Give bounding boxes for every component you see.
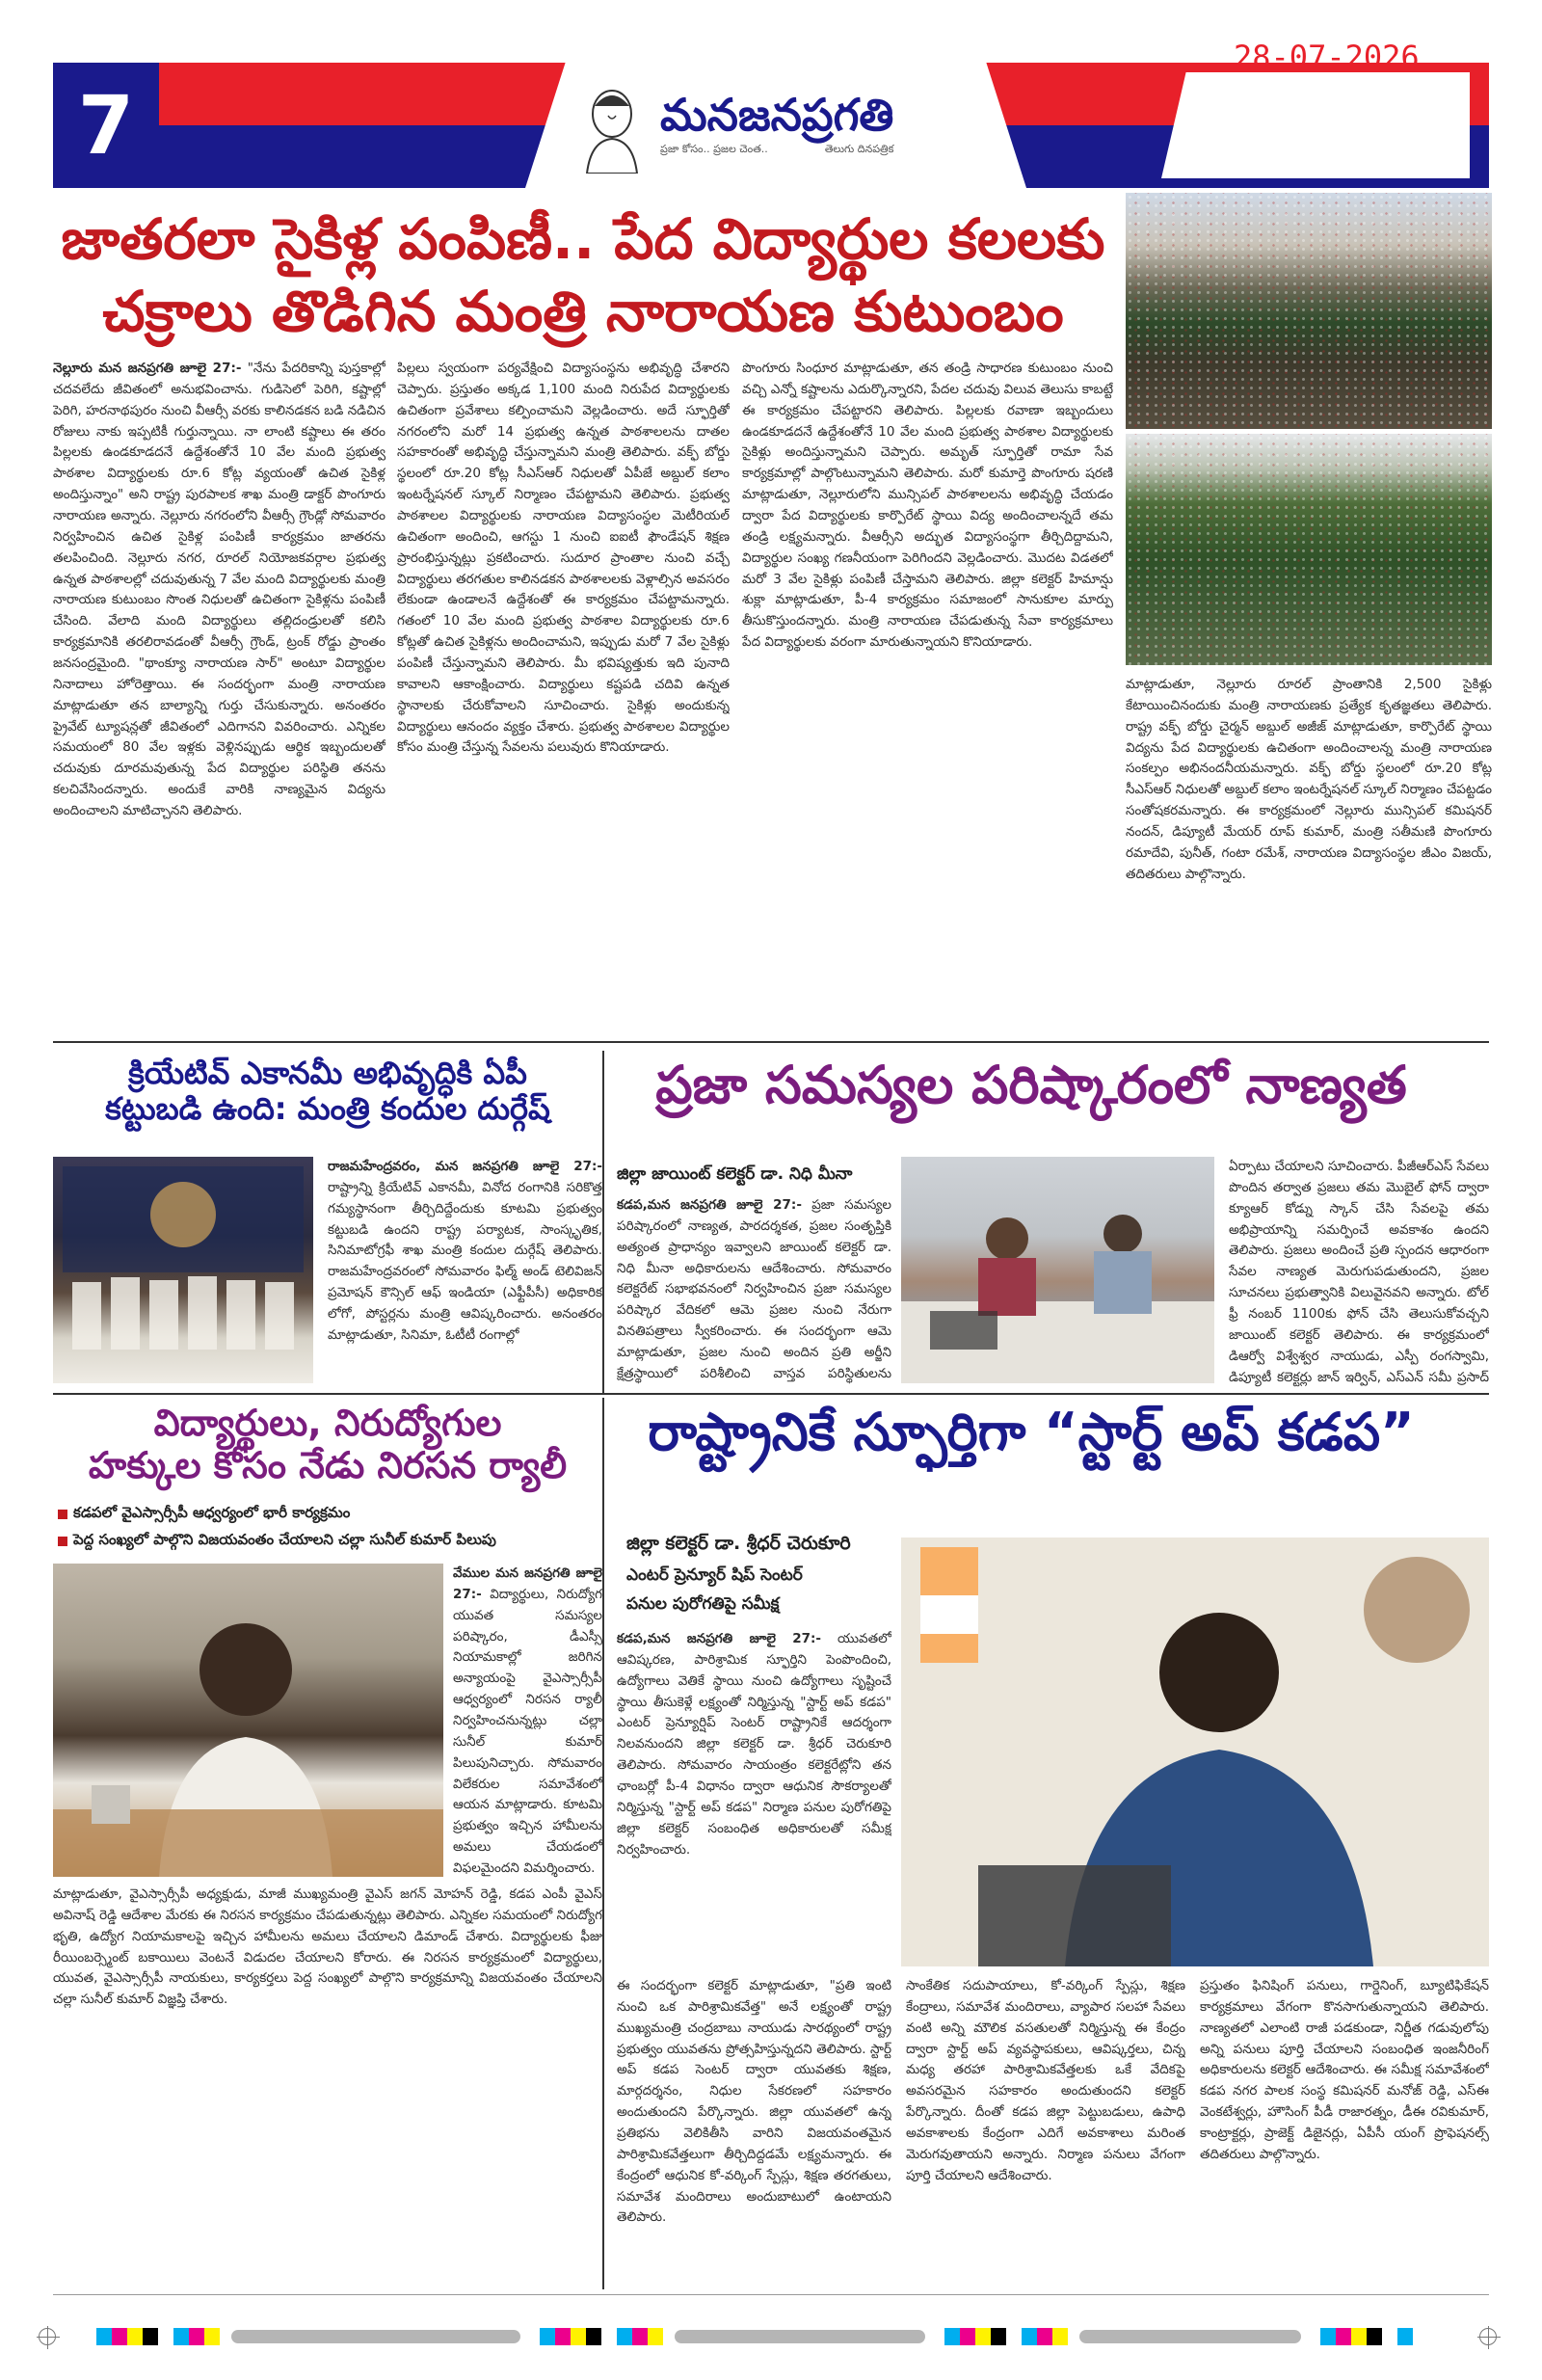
portrait-emblem-icon	[573, 77, 651, 174]
color-bar-1	[96, 2328, 220, 2345]
section-divider-2	[53, 1393, 1489, 1395]
story1-column-1	[53, 359, 386, 1033]
story5-side-column	[617, 1629, 891, 1966]
color-bar-3	[944, 2328, 1068, 2345]
vertical-divider-2	[602, 1398, 604, 2289]
story5-text-4: ప్రస్తుతం ఫినిషింగ్ పనులు, గార్డెనింగ్, బ్యూటిఫికేషన్ కార్యక్రమాలు వేగంగా కొనసాగుతున్నాయని తెలిపారు. నాణ్యతలో ఎలాంటి రాజీ పడకుండా, నిర్ణీత గడువులోపు అన్ని పనులు పూర్తి చేయాలని సంబంధిత ఇంజనీరింగ్ అధికారులను కలెక్టర్ ఆదేశించారు. ఈ సమీక్ష సమావేశంలో కడప నగర పాలక సంస్థ కమిషనర్ మనోజ్ రెడ్డి, ఎస్ఈ వెంకటేశ్వర్లు, హౌసింగ్ పీడీ రాజారత్నం, డీఈ రవికుమార్, కాంట్రాక్టర్లు, ప్రాజెక్ట్ డిజైనర్లు, ఏపీసీ యంగ్ ప్రొఫెషనల్స్ తదితరులు పాల్గొన్నారు.	[1200, 1978, 1489, 2162]
story4-text-1: విద్యార్థులు, నిరుద్యోగ యువత సమస్యల పరిష్కారం, డీఎస్సీ నియామకాల్లో జరిగిన అన్యాయంపై వైఎస్సార్సీపీ ఆధ్వర్యంలో నిరసన ర్యాలీ నిర్వహించనున్నట్లు చల్లా సునీల్ కుమార్ పిలుపునిచ్చారు. సోమవారం విలేకరుల సమావేశంలో ఆయన మాట్లాడారు. కూటమి ప్రభుత్వం ఇచ్చిన హామీలను అమలు చేయడంలో విఫలమైందని విమర్శించారు.	[453, 1586, 602, 1877]
section-divider-1	[53, 1041, 1489, 1043]
page-number: 7	[53, 63, 159, 188]
issue-date: 28-07-2026	[1234, 39, 1420, 75]
person-portrait-icon	[53, 1564, 443, 1877]
story2-text-1: రాష్ట్రాన్ని క్రియేటివ్ ఎకానమీ, వినోద రంగానికి సరికొత్త గమ్యస్థానంగా తీర్చిదిద్దేందుకు కూటమి ప్రభుత్వం కట్టుబడి ఉందని రాష్ట్ర పర్యాటక, సాంస్కృతిక, సినిమాటోగ్రఫీ శాఖ మంత్రి కందుల దుర్గేష్ తెలిపారు. రాజమహేంద్రవరంలో సోమవారం ఫిల్మ్ అండ్ టెలివిజన్ ప్రమోషన్ కౌన్సిల్ ఆఫ్ ఇండియా (ఎఫ్టీపీసీ) అధికారిక లోగో, పోస్టర్లను మంత్రి ఆవిష్కరించారు. అనంతరం మాట్లాడుతూ, సినిమా, ఓటీటీ రంగాల్లో	[328, 1179, 602, 1343]
office-scene-icon	[901, 1538, 1489, 1966]
story5-headline: రాష్ట్రానికే స్ఫూర్తిగా “స్టార్ట్ అప్ కడప”	[648, 1402, 1415, 1462]
story2-headline	[53, 1056, 602, 1127]
story1-headline	[53, 207, 1113, 343]
story3-column-3	[1229, 1157, 1489, 1388]
story3-column-1	[617, 1195, 891, 1388]
date-plate	[1161, 72, 1470, 178]
bottom-rule	[53, 2294, 1489, 2295]
grey-bar-1	[231, 2330, 520, 2343]
registration-mark-icon	[39, 2328, 56, 2345]
story4-bullet-1: కడపలో వైఎస్సార్సీపీ ఆధ్వర్యంలో భారీ కార్యక్రమం	[58, 1504, 350, 1525]
story3-meeting-photo	[901, 1157, 1214, 1383]
newspaper-logo	[573, 72, 988, 178]
story1-crowd-photo-2	[1126, 434, 1492, 665]
story1-text-3: పొంగూరు సింధూర మాట్లాడుతూ, తన తండ్రి సాధారణ కుటుంబం నుంచి వచ్చి ఎన్నో కష్టాలను ఎదుర్కొన్నారని, పేదల చదువు విలువ తెలుసు కాబట్టే ఈ కార్యక్రమం చేపట్టారని తెలిపారు. పిల్లలకు రవాణా ఇబ్బందులు ఉండకూడదనే ఉద్దేశంతోనే 10 వేల మంది ప్రభుత్వ పాఠశాల విద్యార్థులకు సైకిళ్లు అందిస్తున్నామని చెప్పారు. అమృత్ స్ఫూర్తితో రామా సేవ కార్యక్రమాల్లో పాల్గొంటున్నామని తెలిపారు. మరో కుమార్తె పొంగూరు షరణి మాట్లాడుతూ, నెల్లూరులోని మున్సిపల్ పాఠశాలలను అభివృద్ధి చేయడం ద్వారా పేద విద్యార్థులకు కార్పొరేట్ స్థాయి విద్య అందించాలన్నదే తమ తండ్రి లక్ష్యమన్నారు. వీఆర్సీని అద్భుత విద్యాసంస్థగా తీర్చిదిద్దామని, విద్యార్థుల సంఖ్య గణనీయంగా పెరిగిందని వెల్లడించారు. మొదట విడతలో మరో 3 వేల సైకిళ్లు పంపిణీ చేస్తామని తెలిపారు. జిల్లా కలెక్టర్ హిమాన్షు శుక్లా మాట్లాడుతూ, పీ-4 కార్యక్రమం సమాజంలో సానుకూల మార్పు తీసుకొస్తుందన్నారు. మంత్రి నారాయణ చేపడుతున్న సేవా కార్యక్రమాలు పేద విద్యార్థులకు వరంగా మారుతున్నాయని కొనియాడారు.	[742, 361, 1113, 651]
color-bar-2	[540, 2328, 663, 2345]
story3-text-3: ఏర్పాటు చేయాలని సూచించారు. పీజీఆర్ఎస్ సేవలు పొందిన తర్వాత ప్రజలు తమ మొబైల్ ఫోన్ ద్వారా క్యూఆర్ కోడ్ను స్కాన్ చేసి సేవలపై తమ అభిప్రాయాన్ని సమర్పించే అవకాశం ఉందని తెలిపారు. ప్రజలు అందించే ప్రతి స్పందన ఆధారంగా సేవల నాణ్యత మెరుగుపడుతుందని, ప్రజల సూచనలు ప్రభుత్వానికి విలువైనవని అన్నారు. టోల్ ఫ్రీ నంబర్ 1100కు ఫోన్ చేసి తెలుసుకోవచ్చని జాయింట్ కలెక్టర్ తెలిపారు. ఈ కార్యక్రమంలో డిఆర్వో విశ్వేశ్వర నాయుడు, ఎస్పీ రంగస్వామి, డిప్యూటీ కలెక్టర్లు జాన్ ఇర్విన్, ఎస్ఎన్ సమీ ప్రసాద్	[1229, 1159, 1489, 1385]
event-banner-icon	[53, 1157, 313, 1383]
story5-text-3: సాంకేతిక సదుపాయాలు, కో-వర్కింగ్ స్పేస్లు, శిక్షణ కేంద్రాలు, సమావేశ మందిరాలు, వ్యాపార సలహా సేవలు వంటి అన్ని మౌలిక వసతులతో నిర్మిస్తున్న ఈ కేంద్రం ద్వారా స్టార్ట్ అప్ వ్యవస్థాపకులు, ఆవిష్కర్తలు, చిన్న మధ్య తరహా పారిశ్రామికవేత్తలకు ఒకే వేదికపై అవసరమైన సహకారం అందుతుందని కలెక్టర్ పేర్కొన్నారు. దీంతో కడప జిల్లా పెట్టుబడులు, ఉపాధి అవకాశాలకు కేంద్రంగా ఎదిగే అవకాశాలు మరింత మెరుగవుతాయని అన్నారు. నిర్మాణ పనులు వేగంగా పూర్తి చేయాలని ఆదేశించారు.	[906, 1978, 1185, 2183]
story1-column-3	[742, 359, 1113, 677]
story4-dateline: వేముల మన జనప్రగతి జూలై 27:-	[453, 1565, 602, 1602]
story1-headline-line1: జాతరలా సైకిళ్ల పంపిణీ.. పేద విద్యార్థుల కలలకు	[61, 206, 1105, 272]
story3-headline: ప్రజా సమస్యల పరిష్కారంలో నాణ్యత	[655, 1055, 1407, 1115]
color-bar-4	[1320, 2328, 1413, 2345]
story1-column-2	[397, 359, 730, 1033]
story5-byline-3: పనుల పురోగతిపై సమీక్ష	[626, 1594, 780, 1614]
story4-headline	[53, 1403, 602, 1486]
paper-name: మనజనప్రగతి	[660, 89, 894, 141]
story1-text-2: పిల్లలు స్వయంగా పర్యవేక్షించి విద్యాసంస్థను అభివృద్ధి చేశారని చెప్పారు. ప్రస్తుతం అక్కడ 1,100 మంది నిరుపేద విద్యార్థులకు ఉచితంగా ప్రవేశాలు కల్పించామని వెల్లడించారు. అదే స్ఫూర్తితో నగరంలోని మరో 14 ప్రభుత్వ ఉన్నత పాఠశాలలను దాతల సహకారంతో అభివృద్ధి చేస్తున్నామని మంత్రి తెలిపారు. వక్ఫ్ బోర్డు స్థలంలో రూ.20 కోట్ల సీఎస్ఆర్ నిధులతో ఏపీజే అబ్దుల్ కలాం ఇంటర్నేషనల్ స్కూల్ నిర్మాణం చేపట్టామని తెలిపారు. ప్రభుత్వ పాఠశాలల విద్యార్థులకు నారాయణ విద్యాసంస్థల మెటీరియల్ ఉచితంగా అందించి, ఆగస్టు 1 నుంచి ఐఐటీ ఫౌండేషన్ శిక్షణ ప్రారంభిస్తున్నట్లు ప్రకటించారు. సుదూర ప్రాంతాల నుంచి వచ్చే విద్యార్థులు తరగతుల కాలినడకన పాఠశాలలకు వెళ్లాల్సిన అవసరం లేకుండా ఉండాలనే ఉద్దేశంతో ఈ కార్యక్రమం చేపట్టామన్నారు. గతంలో 10 వేల మంది ప్రభుత్వ పాఠశాల విద్యార్థులకు రూ.6 కోట్లతో ఉచిత సైకిళ్లను అందించామని, ఇప్పుడు మరో 7 వేల సైకిళ్లు పంపిణీ చేస్తున్నామని తెలిపారు. మీ భవిష్యత్తుకు ఇది పునాది కావాలని ఆకాంక్షించారు. విద్యార్థులు కష్టపడి చదివి ఉన్నత స్థానాలకు చేరుకోవాలని సూచించారు. సైకిళ్లు అందుకున్న విద్యార్థులు ఆనందం వ్యక్తం చేశారు. ప్రభుత్వ పాఠశాలల విద్యార్థుల కోసం మంత్రి చేస్తున్న సేవలను పలువురు కొనియాడారు.	[397, 361, 730, 756]
story2-side-column	[328, 1157, 602, 1388]
story2-headline-line1: క్రియేటివ్ ఎకానమీ అభివృద్ధికి ఏపీ	[128, 1055, 527, 1091]
story1-headline-line2: చక్రాలు తొడిగిన మంత్రి నారాయణ కుటుంబం	[102, 278, 1064, 344]
story1-dateline: నెల్లూరు మన జనప్రగతి జూలై 27:-	[53, 361, 242, 376]
masthead	[53, 63, 1489, 188]
story4-portrait-photo	[53, 1564, 443, 1877]
story4-text-2: మాట్లాడుతూ, వైఎస్సార్సీపీ అధ్యక్షుడు, మాజీ ముఖ్యమంత్రి వైఎస్ జగన్ మోహన్ రెడ్డి, కడప ఎంపీ వైఎస్ అవినాష్ రెడ్డి ఆదేశాల మేరకు ఈ నిరసన కార్యక్రమం చేపడుతున్నట్లు తెలిపారు. ఎన్నికల సమయంలో నిరుద్యోగ భృతి, ఉద్యోగ నియామకాలపై ఇచ్చిన హామీలను అమలు చేయాలని డిమాండ్ చేశారు. విద్యార్థులకు ఫీజు రీయింబర్స్మెంట్ బకాయిలు వెంటనే విడుదల చేయాలని కోరారు. ఈ నిరసన కార్యక్రమంలో విద్యార్థులు, యువత, వైఎస్సార్సీపీ నాయకులు, కార్యకర్తలు పెద్ద సంఖ్యలో పాల్గొని కార్యక్రమాన్ని విజయవంతం చేయాలని చల్లా సునీల్ కుమార్ విజ్ఞప్తి చేశారు.	[53, 1886, 602, 2008]
story5-collector-photo	[901, 1538, 1489, 1966]
story1-text-1: "నేను పేదరికాన్ని పుస్తకాల్లో చదవలేదు జీవితంలో అనుభవించాను. గుడిసెలో పెరిగి, కష్టాల్లో పెరిగి, హరనాథపురం నుంచి వీఆర్సీ వరకు కాలినడకన బడి నడిచిన రోజులు నాకు ఇప్పటికీ గుర్తున్నాయి. నా లాంటి కష్టాలు ఈ తరం పిల్లలకు ఉండకూడదనే ఉద్దేశంతోనే 10 వేల మంది ప్రభుత్వ పాఠశాల విద్యార్థులకు రూ.6 కోట్ల వ్యయంతో ఉచిత సైకిళ్ల అందిస్తున్నాం" అని రాష్ట్ర పురపాలక శాఖ మంత్రి డాక్టర్ పొంగూరు నారాయణ అన్నారు. నెల్లూరు నగరంలోని వీఆర్సీ గ్రౌండ్లో సోమవారం నిర్వహించిన ఉచిత సైకిళ్ల పంపిణీ కార్యక్రమం జాతరను తలపించింది. నెల్లూరు నగర, రూరల్ నియోజకవర్గాల ప్రభుత్వ ఉన్నత పాఠశాలల్లో చదువుతున్న 7 వేల మంది విద్యార్థులకు మంత్రి నారాయణ కుటుంబం సొంత నిధులతో ఉచితంగా సైకిళ్లను పంపిణీ చేసింది. వేలాది మంది విద్యార్థులు తల్లిదండ్రులతో కలిసి కార్యక్రమానికి తరలిరావడంతో వీఆర్సీ గ్రౌండ్, ట్రంక్ రోడ్డు ప్రాంతం జనసంద్రమైంది. "థాంక్యూ నారాయణ సార్" అంటూ విద్యార్థుల నినాదాలు హోరెత్తాయి. ఈ సందర్భంగా మంత్రి నారాయణ మాట్లాడుతూ తన బాల్యాన్ని గుర్తు చేసుకున్నారు. అనంతరం ప్రైవేట్ ట్యూషన్లతో జీవితంలో ఎదిగానని వివరించారు. ఎన్నికల సమయంలో 80 వేల ఇళ్లకు వెళ్లినప్పుడు ఆర్థిక ఇబ్బందులతో చదువుకు దూరమవుతున్న పేద విద్యార్థుల పరిస్థితి తనను కలచివేసిందన్నారు. అందుకే వారికి నాణ్యమైన విద్యను అందించాలని మాటిచ్చానని తెలిపారు.	[53, 361, 386, 819]
story5-column-3	[1200, 1976, 1489, 2280]
story1-text-4: మాట్లాడుతూ, నెల్లూరు రూరల్ ప్రాంతానికి 2,500 సైకిళ్లు కేటాయించినందుకు మంత్రి నారాయణకు ప్రత్యేక కృతజ్ఞతలు తెలిపారు. రాష్ట్ర వక్ఫ్ బోర్డు చైర్మన్ అబ్దుల్ అజీజ్ మాట్లాడుతూ, కార్పొరేట్ స్థాయి విద్యను పేద విద్యార్థులకు ఉచితంగా అందించాలన్న మంత్రి నారాయణ సంకల్పం అభినందనీయమన్నారు. వక్ఫ్ బోర్డు స్థలంలో రూ.20 కోట్ల సీఎస్ఆర్ నిధులతో అబ్దుల్ కలాం ఇంటర్నేషనల్ స్కూల్ నిర్మాణం చేపట్టడం సంతోషకరమన్నారు. ఈ కార్యక్రమంలో నెల్లూరు మున్సిపల్ కమిషనర్ నందన్, డిప్యూటీ మేయర్ రూప్ కుమార్, మంత్రి సతీమణి పొంగూరు రమాదేవి, పునీత్, గంటా రమేశ్, నారాయణ విద్యాసంస్థల జీఎం విజయ్, తదితరులు పాల్గొన్నారు.	[1126, 677, 1492, 882]
story4-headline-line1: విద్యార్థులు, నిరుద్యోగుల	[153, 1402, 502, 1444]
story4-full-column	[53, 1885, 602, 2280]
story5-text-1: యువతలో ఆవిష్కరణ, పారిశ్రామిక స్ఫూర్తిని పెంపొందించి, ఉద్యోగాలు వెతికే స్థాయి నుంచి ఉద్యోగాలు సృష్టించే స్థాయి తీసుకెళ్లే లక్ష్యంతో నిర్మిస్తున్న "స్టార్ట్ అప్ కడప" ఎంటర్ ప్రెన్యూర్షిప్ సెంటర్ రాష్ట్రానికే ఆదర్శంగా నిలవనుందని జిల్లా కలెక్టర్ డా. శ్రీధర్ చెరుకూరి తెలిపారు. సోమవారం సాయంత్రం కలెక్టరేట్లోని తన ఛాంబర్లో పీ-4 విధానం ద్వారా ఆధునిక సౌకర్యాలతో నిర్మిస్తున్న "స్టార్ట్ అప్ కడప" నిర్మాణ పనుల పురోగతిపై జిల్లా కలెక్టర్ సంబంధిత అధికారులతో సమీక్ష నిర్వహించారు.	[617, 1631, 891, 1858]
story1-column-4	[1126, 675, 1492, 1033]
story1-crowd-photo-1	[1126, 193, 1492, 429]
story5-column-1	[617, 1976, 891, 2280]
story5-byline-2: ఎంటర్ ప్రెన్యూర్ షిప్ సెంటర్	[626, 1565, 803, 1585]
story2-dateline: రాజమహేంద్రవరం, మన జనప్రగతి జూలై 27:-	[328, 1159, 602, 1174]
story5-byline-1: జిల్లా కలెక్టర్ డా. శ్రీధర్ చెరుకూరి	[626, 1533, 851, 1554]
story3-byline: జిల్లా జాయింట్ కలెక్టర్ డా. నిధి మీనా	[617, 1164, 853, 1184]
print-registration-strip	[39, 2328, 1503, 2347]
story5-dateline: కడప,మన జనప్రగతి జూలై 27:-	[617, 1631, 822, 1646]
story3-dateline: కడప,మన జనప్రగతి జూలై 27:-	[617, 1197, 802, 1213]
story4-side-column	[453, 1564, 602, 1882]
meeting-scene-icon	[901, 1157, 1214, 1383]
story2-event-photo	[53, 1157, 313, 1383]
story3-text-1: ప్రజా సమస్యల పరిష్కారంలో నాణ్యత, పారదర్శకత, ప్రజల సంతృప్తికి అత్యంత ప్రాధాన్యం ఇవ్వాలని జాయింట్ కలెక్టర్ డా. నిధి మీనా అధికారులను ఆదేశించారు. సోమవారం కలెక్టరేట్ సభాభవనంలో నిర్వహించిన ప్రజా సమస్యల పరిష్కార వేదికలో ఆమె ప్రజల నుంచి నేరుగా వినతిపత్రాలు స్వీకరించారు. ఈ సందర్భంగా ఆమె మాట్లాడుతూ, ప్రజల నుంచి అందిన ప్రతి అర్జీని క్షేత్రస్థాయిలో పరిశీలించి వాస్తవ పరిస్థితులను	[617, 1197, 891, 1381]
story4-bullet-2: పెద్ద సంఖ్యలో పాల్గొని విజయవంతం చేయాలని చల్లా సునీల్ కుమార్ పిలుపు	[58, 1531, 496, 1552]
grey-bar-2	[675, 2330, 925, 2343]
story4-headline-line2: హక్కుల కోసం నేడు నిరసన ర్యాలీ	[88, 1443, 568, 1486]
tagline-right: తెలుగు దినపత్రిక	[824, 143, 894, 155]
registration-mark-icon	[1479, 2328, 1497, 2345]
story5-column-2	[906, 1976, 1185, 2280]
story2-headline-line2: కట్టుబడి ఉంది: మంత్రి కందుల దుర్గేష్	[105, 1089, 550, 1127]
grey-bar-3	[1079, 2330, 1301, 2343]
story5-text-2: ఈ సందర్భంగా కలెక్టర్ మాట్లాడుతూ, "ప్రతి ఇంటి నుంచి ఒక పారిశ్రామికవేత్త" అనే లక్ష్యంతో రాష్ట్ర ముఖ్యమంత్రి చంద్రబాబు నాయుడు సారథ్యంలో రాష్ట్ర ప్రభుత్వం యువతను ప్రోత్సహిస్తున్నదని తెలిపారు. స్టార్ట్ అప్ కడప సెంటర్ ద్వారా యువతకు శిక్షణ, మార్గదర్శనం, నిధుల సేకరణలో సహకారం అందుతుందని పేర్కొన్నారు. జిల్లా యువతలో ఉన్న ప్రతిభను వెలికితీసి వారిని విజయవంతమైన పారిశ్రామికవేత్తలుగా తీర్చిదిద్దడమే లక్ష్యమన్నారు. ఈ కేంద్రంలో ఆధునిక కో-వర్కింగ్ స్పేస్లు, శిక్షణ తరగతులు, సమావేశ మందిరాలు అందుబాటులో ఉంటాయని తెలిపారు.	[617, 1978, 891, 2226]
tagline-left: ప్రజా కోసం.. ప్రజల చెంత..	[660, 143, 768, 155]
